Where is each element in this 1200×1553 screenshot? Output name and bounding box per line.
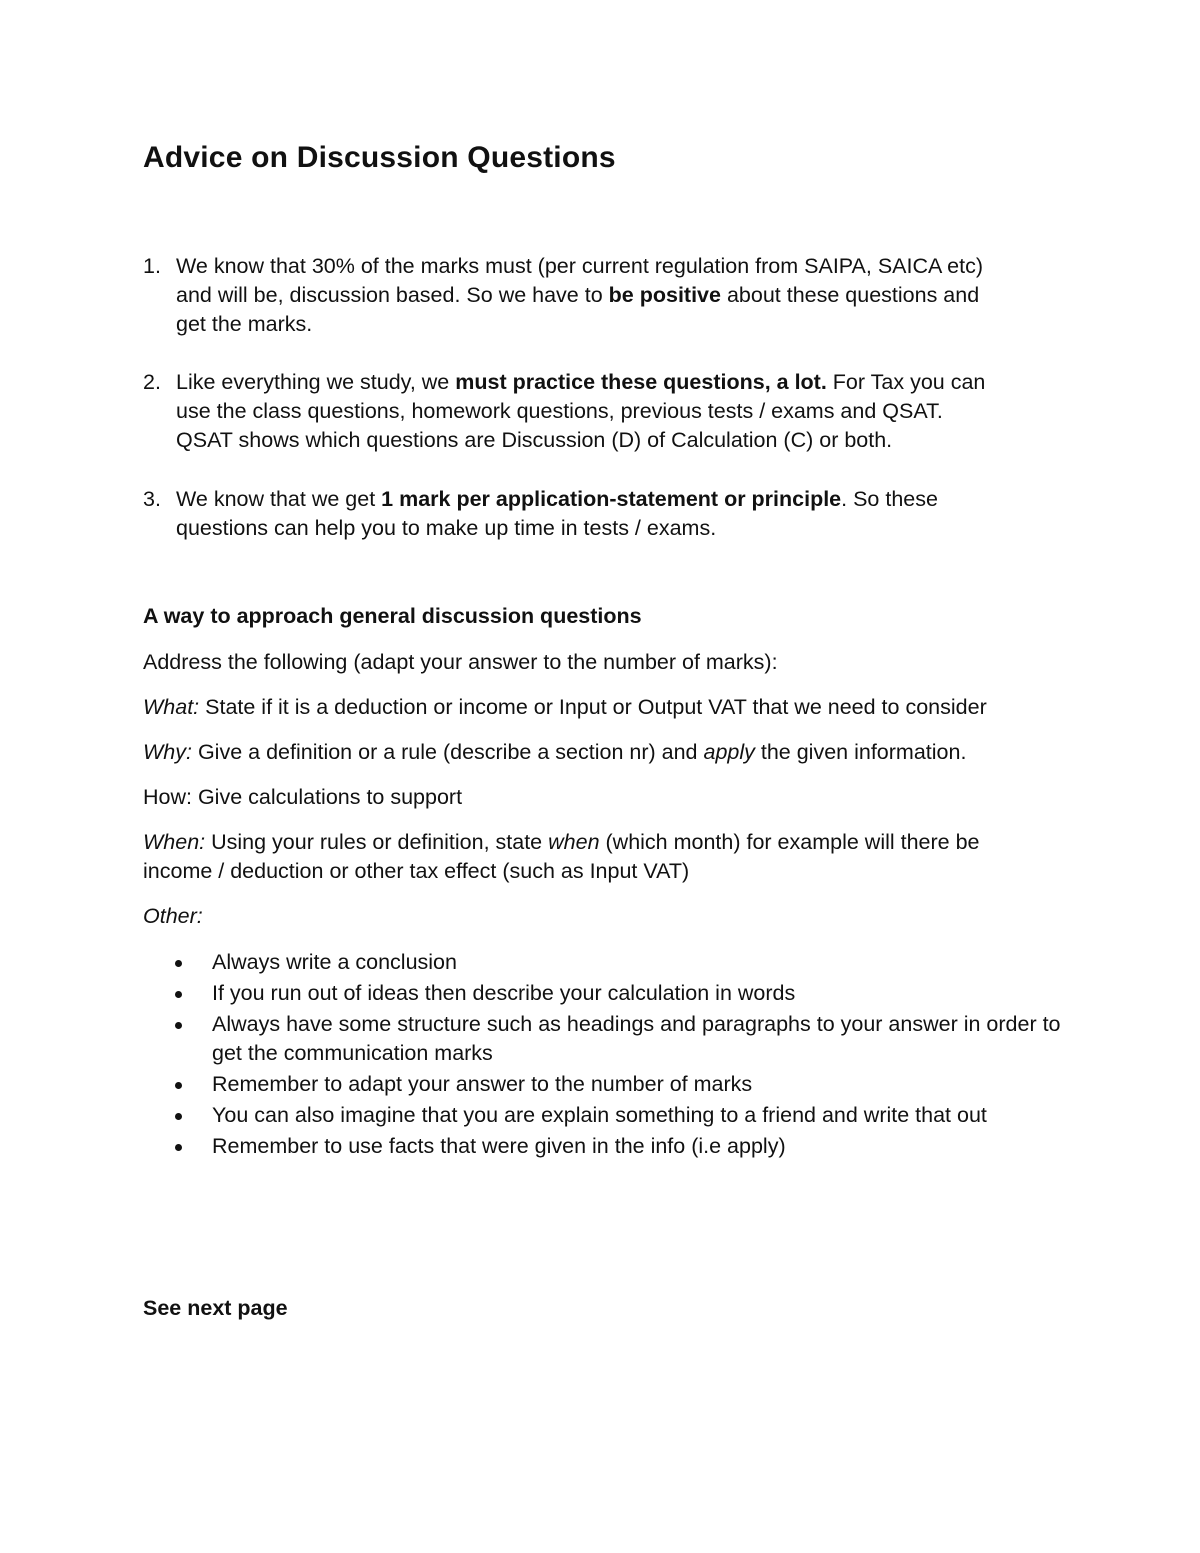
item-2-line-3: QSAT shows which questions are Discussion (D) of Calculation (C) or both. xyxy=(176,428,893,452)
list-item: You can also imagine that you are explain something to a friend and write that out xyxy=(143,1101,1063,1130)
approach-heading: A way to approach general discussion questions xyxy=(143,604,642,628)
what-paragraph: What: State if it is a deduction or income or Input or Output VAT that we need to consider xyxy=(143,695,987,719)
why-paragraph: Why: Give a definition or a rule (describe a section nr) and apply the given information. xyxy=(143,740,967,764)
bullet-icon xyxy=(175,1144,182,1151)
item-3-line-1: We know that we get 1 mark per application-statement or principle. So these xyxy=(176,487,938,511)
bullet-icon xyxy=(175,1113,182,1120)
page-title: Advice on Discussion Questions xyxy=(143,141,616,174)
bullet-icon xyxy=(175,991,182,998)
other-bullet-list xyxy=(143,948,1063,1163)
list-item: Always have some structure such as headings and paragraphs to your answer in order to get the communication marks xyxy=(143,1010,1063,1068)
list-item: If you run out of ideas then describe your calculation in words xyxy=(143,979,1063,1008)
numbered-item-1 xyxy=(176,252,1060,339)
bullet-icon xyxy=(175,960,182,967)
item-1-line-3: get the marks. xyxy=(176,312,313,336)
item-3-line-2: questions can help you to make up time in tests / exams. xyxy=(176,516,717,540)
item-2-line-1: Like everything we study, we must practice these questions, a lot. For Tax you can xyxy=(176,370,986,394)
how-paragraph: How: Give calculations to support xyxy=(143,785,463,809)
see-next-page: See next page xyxy=(143,1296,288,1320)
bullet-icon xyxy=(175,1022,182,1029)
item-2-line-2: use the class questions, homework questions, previous tests / exams and QSAT. xyxy=(176,399,943,423)
item-1-line-1: We know that 30% of the marks must (per current regulation from SAIPA, SAICA etc) xyxy=(176,254,983,278)
address-paragraph: Address the following (adapt your answer to the number of marks): xyxy=(143,650,778,674)
item-1-line-2: and will be, discussion based. So we have to be positive about these questions and xyxy=(176,283,980,307)
list-number-3: 3. xyxy=(143,487,161,511)
when-paragraph: When: Using your rules or definition, state when (which month) for example will there be income / deduction or other tax effect (such as Input VAT) xyxy=(143,830,980,883)
list-item: Remember to use facts that were given in the info (i.e apply) xyxy=(143,1132,1063,1161)
bullet-icon xyxy=(175,1082,182,1089)
numbered-item-2 xyxy=(176,368,1060,455)
list-number-1: 1. xyxy=(143,254,161,278)
list-item: Always write a conclusion xyxy=(143,948,1063,977)
numbered-item-3 xyxy=(176,485,1060,543)
other-label: Other: xyxy=(143,904,203,928)
list-number-2: 2. xyxy=(143,370,161,394)
list-item: Remember to adapt your answer to the number of marks xyxy=(143,1070,1063,1099)
